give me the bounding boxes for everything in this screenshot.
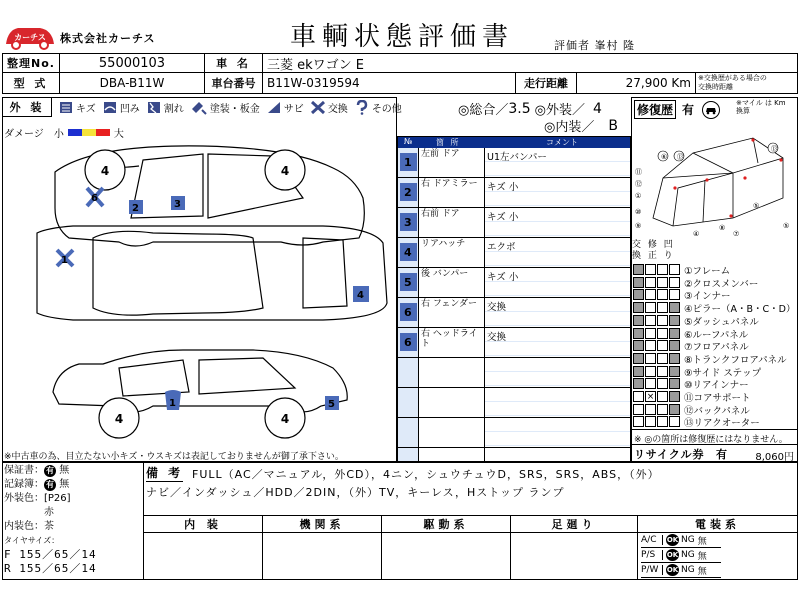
svg-text:⑪: ⑪ bbox=[635, 168, 642, 176]
repair-history-row: 修復歴 有 bbox=[634, 100, 720, 119]
damage-row-mark bbox=[398, 298, 419, 327]
record-book-row: 記録簿： 有 無 bbox=[4, 479, 70, 490]
score-overall-row: ◎総合／ 3.5 ◎外装／ 4 bbox=[458, 100, 602, 118]
legend-dent: 凹み bbox=[102, 100, 140, 115]
tire-number-rear-left: 4 bbox=[280, 412, 290, 426]
parts-grid-cell bbox=[669, 340, 680, 351]
exterior-score: 4 bbox=[592, 100, 602, 117]
damage-mark-rear-bumper bbox=[325, 396, 339, 410]
parts-item-label: ⑪コアサポート bbox=[684, 393, 751, 404]
other-icon bbox=[354, 100, 370, 115]
parts-grid-cell bbox=[657, 378, 668, 389]
parts-grid-cell bbox=[633, 302, 644, 313]
parts-grid-cell bbox=[645, 353, 656, 364]
svg-text:5: 5 bbox=[404, 276, 412, 289]
parts-grid-cell bbox=[669, 328, 680, 339]
svg-text:4: 4 bbox=[357, 290, 364, 301]
svg-text:1: 1 bbox=[404, 156, 412, 169]
parts-grid-cell bbox=[645, 264, 656, 275]
damage-row-comment: 交換 bbox=[485, 328, 630, 357]
car-icon bbox=[705, 105, 717, 115]
color-small bbox=[68, 129, 82, 136]
svg-text:⑥: ⑥ bbox=[661, 153, 668, 161]
damage-row-icon bbox=[399, 152, 418, 172]
electrical-row-label: P/W bbox=[641, 565, 663, 575]
svg-text:3: 3 bbox=[174, 199, 181, 210]
parts-grid-cell bbox=[657, 391, 668, 402]
exterior-color-row: 外装色：[P26] bbox=[4, 493, 71, 504]
damage-row-location: 左前 ドア bbox=[419, 148, 485, 177]
svg-text:⑬: ⑬ bbox=[771, 145, 778, 153]
repair-mileage-note: ※マイル は Km 換算 bbox=[736, 99, 786, 115]
tire-size-front: F 155／65／14 bbox=[4, 548, 97, 561]
svg-text:2: 2 bbox=[132, 203, 139, 214]
frame-diagram bbox=[633, 118, 797, 240]
parts-grid-cell bbox=[669, 391, 680, 402]
engine-head: 機関系 bbox=[262, 515, 382, 533]
damage-row-comment: キズ 小 bbox=[485, 178, 630, 207]
damage-row-mark bbox=[398, 328, 419, 357]
parts-grid-cell bbox=[669, 264, 680, 275]
parts-grid-cell bbox=[645, 328, 656, 339]
damage-legend bbox=[58, 100, 408, 115]
seiri-label: 整理No. bbox=[2, 53, 60, 73]
parts-grid-cell bbox=[645, 366, 656, 377]
svg-text:④: ④ bbox=[693, 230, 700, 238]
damage-row-comment: キズ 小 bbox=[485, 208, 630, 237]
drive-body bbox=[381, 533, 511, 580]
parts-grid-cell bbox=[669, 302, 680, 313]
parts-grid-cell bbox=[657, 289, 668, 300]
parts-grid-cell bbox=[645, 340, 656, 351]
damage-table-row bbox=[398, 268, 630, 298]
damage-scale: ダメージ 小 大 bbox=[4, 129, 124, 140]
parts-col-head: 交 修 凹 換 正 り bbox=[632, 240, 675, 261]
damage-row-mark bbox=[398, 238, 419, 267]
damage-table-row bbox=[398, 328, 630, 358]
legend-replace: 交換 bbox=[310, 100, 348, 115]
damage-colorbar bbox=[68, 129, 110, 136]
recycle-value: 有 bbox=[716, 448, 727, 461]
parts-grid-cell bbox=[633, 416, 644, 427]
tire-size-rear: R 155／65／14 bbox=[4, 562, 97, 575]
parts-item-label: ⑨サイド ステップ bbox=[684, 367, 762, 379]
mileage-value: 27,900 Km bbox=[576, 72, 696, 94]
name-label: 車 名 bbox=[204, 53, 263, 73]
damage-row-mark bbox=[398, 178, 419, 207]
parts-grid-cell bbox=[645, 315, 656, 326]
parts-grid-cell bbox=[633, 277, 644, 288]
parts-grid-cell bbox=[669, 404, 680, 415]
damage-row-location: 右 フェンダー bbox=[419, 298, 485, 327]
parts-grid-cell bbox=[645, 416, 656, 427]
parts-item-label: ④ピラー（A・B・C・D） bbox=[684, 304, 796, 316]
crack-icon bbox=[146, 100, 162, 115]
parts-grid-cell bbox=[669, 366, 680, 377]
damage-table-header: № 箇 所 コメント bbox=[398, 137, 630, 148]
type-value: DBA-B11W bbox=[59, 72, 205, 94]
suspension-body bbox=[510, 533, 638, 580]
damage-mark-door bbox=[171, 196, 185, 210]
svg-text:⑤: ⑤ bbox=[753, 202, 760, 210]
damage-table-empty-row bbox=[398, 388, 630, 418]
damage-table-row bbox=[398, 298, 630, 328]
parts-grid-cell bbox=[657, 277, 668, 288]
damage-row-location: リアハッチ bbox=[419, 238, 485, 267]
evaluator-name: 評価者 峯村 隆 bbox=[554, 39, 635, 52]
parts-item-label: ③インナー bbox=[684, 291, 731, 303]
parts-item-label: ⑧トランクフロアパネル bbox=[684, 354, 787, 366]
mileage-note: ※交換歴がある場合の 交換時距離 bbox=[695, 72, 798, 94]
parts-grid-cell bbox=[633, 353, 644, 364]
damage-row-location: 右 ドアミラー bbox=[419, 178, 485, 207]
parts-grid-cell bbox=[657, 416, 668, 427]
parts-grid-cell bbox=[669, 416, 680, 427]
exterior-color-name: 赤 bbox=[44, 507, 54, 518]
electrical-row-none: 無 bbox=[697, 536, 707, 547]
damage-row-icon bbox=[399, 182, 418, 202]
svg-text:⑨: ⑨ bbox=[635, 222, 642, 230]
color-mid bbox=[82, 129, 96, 136]
inspection-icon bbox=[702, 101, 720, 119]
remarks-label: 備 考 bbox=[146, 466, 184, 480]
chassis-value: B11W-0319594 bbox=[262, 72, 516, 94]
parts-grid-cell bbox=[633, 328, 644, 339]
electrical-row-ok: OK bbox=[666, 536, 679, 544]
warranty-row: 保証書： 有 無 bbox=[4, 465, 70, 476]
damage-mark-left-door bbox=[165, 390, 181, 410]
damage-mark-front-bumper bbox=[57, 250, 73, 266]
svg-text:⑦: ⑦ bbox=[733, 230, 740, 238]
damage-mark-mirror bbox=[129, 200, 143, 214]
damage-row-location: 右 ヘッドライト bbox=[419, 328, 485, 357]
parts-grid-cell bbox=[633, 404, 644, 415]
cert-info bbox=[4, 464, 97, 576]
svg-text:⑧: ⑧ bbox=[719, 224, 726, 232]
parts-item-label: ⑤ダッシュパネル bbox=[684, 316, 759, 328]
damage-row-icon bbox=[399, 212, 418, 232]
svg-text:4: 4 bbox=[404, 246, 412, 259]
electrical-row bbox=[641, 563, 721, 578]
svg-text:⑫: ⑫ bbox=[635, 180, 642, 188]
dent-icon bbox=[102, 100, 118, 115]
tire-number-front-left: 4 bbox=[114, 412, 124, 426]
svg-text:6: 6 bbox=[91, 193, 98, 204]
color-large bbox=[96, 129, 110, 136]
damage-table-row bbox=[398, 178, 630, 208]
parts-item-label: ⑬リアクオーター bbox=[684, 418, 760, 430]
svg-text:①: ① bbox=[635, 192, 642, 200]
parts-grid-cell bbox=[657, 353, 668, 364]
parts-note: ※ ◎の箇所は修復歴にはなりません。 bbox=[634, 435, 788, 445]
svg-text:5: 5 bbox=[328, 399, 335, 410]
svg-text:⑬: ⑬ bbox=[677, 153, 684, 161]
electrical-row-ok: OK bbox=[666, 566, 679, 574]
diagram-footnote: ※中古車の為、目立たない小キズ・ウスキズは表記しておりませんが御了承下さい。 bbox=[4, 452, 344, 462]
suspension-head: 足廻り bbox=[510, 515, 638, 533]
parts-item-label: ①フレーム bbox=[684, 266, 731, 277]
parts-grid-cell bbox=[669, 289, 680, 300]
exterior-label: 外 装 bbox=[2, 97, 52, 117]
parts-grid-cell bbox=[645, 404, 656, 415]
damage-row-comment: U1左バンパー bbox=[485, 148, 630, 177]
parts-grid-cell bbox=[657, 404, 668, 415]
damage-table-empty-row bbox=[398, 418, 630, 448]
svg-text:⑩: ⑩ bbox=[635, 208, 642, 216]
parts-grid-cell bbox=[657, 340, 668, 351]
logo-text: カーチス bbox=[14, 33, 46, 42]
svg-text:1: 1 bbox=[169, 398, 176, 409]
parts-grid-cell bbox=[657, 302, 668, 313]
rust-icon bbox=[266, 100, 282, 115]
interior-color-row: 内装色：茶 bbox=[4, 521, 54, 532]
damage-row-comment: キズ 小 bbox=[485, 268, 630, 297]
recycle-row: リサイクル券 有 8,060円 bbox=[632, 444, 798, 462]
legend-crack: 割れ bbox=[146, 100, 184, 115]
tire-number-rear-right: 4 bbox=[280, 164, 290, 178]
parts-grid-cell bbox=[645, 378, 656, 389]
svg-text:1: 1 bbox=[61, 255, 68, 266]
parts-item-label: ⑫バックパネル bbox=[684, 405, 750, 417]
mileage-label: 走行距離 bbox=[515, 72, 577, 94]
type-label: 型 式 bbox=[2, 72, 60, 94]
engine-body bbox=[262, 533, 382, 580]
drive-head: 駆動系 bbox=[381, 515, 511, 533]
svg-text:3: 3 bbox=[404, 216, 412, 229]
svg-text:2: 2 bbox=[404, 186, 412, 199]
tire-number-front-right: 4 bbox=[100, 164, 110, 178]
parts-grid-cell bbox=[657, 328, 668, 339]
damage-row-location: 後 バンパー bbox=[419, 268, 485, 297]
tire-size-label: タイヤサイズ： bbox=[4, 536, 60, 545]
remarks-line-1: FULL（AC／マニュアル，外CD），4ニン，シュウチュウD，SRS，SRS，ABS，（外） bbox=[192, 468, 660, 481]
damage-row-icon bbox=[399, 302, 418, 322]
remarks-line-2: ナビ／インダッシュ／HDD／2DIN，（外）TV，キーレス，Hストップ ランプ bbox=[146, 486, 565, 499]
parts-grid-cell bbox=[633, 378, 644, 389]
electrical-row-label: P/S bbox=[641, 550, 663, 560]
legend-other: その他 bbox=[354, 100, 402, 115]
parts-grid-cell bbox=[633, 366, 644, 377]
scratch-icon bbox=[58, 100, 74, 115]
parts-item-label: ⑥ルーフパネル bbox=[684, 329, 749, 341]
company-logo bbox=[4, 22, 56, 50]
interior-head: 内 装 bbox=[143, 515, 263, 533]
legend-paint: 塗装・板金 bbox=[190, 100, 260, 115]
parts-grid-cell bbox=[633, 264, 644, 275]
parts-grid-cell bbox=[633, 289, 644, 300]
damage-row-mark bbox=[398, 268, 419, 297]
electrical-head: 電装系 bbox=[637, 515, 798, 533]
interior-body bbox=[143, 533, 263, 580]
parts-grid-cell bbox=[633, 315, 644, 326]
damage-row-icon bbox=[399, 332, 418, 352]
parts-grid-cell bbox=[633, 391, 644, 402]
interior-score: B bbox=[608, 117, 618, 134]
damage-row-icon bbox=[399, 242, 418, 262]
electrical-row-none: 無 bbox=[697, 566, 707, 577]
electrical-row-ok: OK bbox=[666, 551, 679, 559]
damage-row-location: 右前 ドア bbox=[419, 208, 485, 237]
damage-row-mark bbox=[398, 208, 419, 237]
electrical-row bbox=[641, 533, 721, 548]
chassis-label: 車台番号 bbox=[204, 72, 263, 94]
parts-grid-cell bbox=[669, 378, 680, 389]
damage-table-row bbox=[398, 238, 630, 268]
parts-grid-cell bbox=[657, 315, 668, 326]
parts-grid-cell bbox=[645, 289, 656, 300]
electrical-row-label: A/C bbox=[641, 535, 663, 545]
parts-grid-cell bbox=[669, 277, 680, 288]
document-title: 車輌状態評価書 bbox=[290, 22, 515, 52]
legend-rust: サビ bbox=[266, 100, 304, 115]
core-support-mark: × bbox=[646, 391, 655, 402]
seiri-value: 55000103 bbox=[59, 53, 205, 73]
company-name: 株式会社カーチス bbox=[60, 32, 156, 45]
overall-score: 3.5 bbox=[508, 100, 531, 117]
damage-row-icon bbox=[399, 272, 418, 292]
parts-grid-cell bbox=[669, 315, 680, 326]
damage-row-mark bbox=[398, 148, 419, 177]
paint-icon bbox=[190, 100, 208, 115]
damage-mark-fender bbox=[87, 188, 103, 206]
damage-table bbox=[397, 136, 631, 462]
electrical-row-ng: NG bbox=[681, 565, 695, 575]
score-interior-row: ◎内装／ B bbox=[544, 117, 618, 135]
electrical-row-none: 無 bbox=[697, 551, 707, 562]
legend-scratch: キズ bbox=[58, 100, 96, 115]
damage-table-empty-row bbox=[398, 358, 630, 388]
recycle-price: 8,060円 bbox=[755, 452, 794, 463]
damage-table-empty-row bbox=[398, 448, 630, 462]
damage-row-comment: 交換 bbox=[485, 298, 630, 327]
damage-table-row bbox=[398, 148, 630, 178]
name-value: 三菱 ekワゴン E bbox=[262, 53, 798, 73]
damage-table-row bbox=[398, 208, 630, 238]
parts-grid-cell bbox=[669, 353, 680, 364]
electrical-rows bbox=[641, 533, 721, 578]
damage-mark-rear-hatch bbox=[353, 286, 369, 302]
parts-item-label: ②クロスメンバー bbox=[684, 278, 759, 290]
damage-row-comment: エクボ bbox=[485, 238, 630, 267]
svg-text:⑤: ⑤ bbox=[783, 222, 790, 230]
electrical-row bbox=[641, 548, 721, 563]
electrical-row-ng: NG bbox=[681, 535, 695, 545]
replace-icon bbox=[310, 100, 326, 115]
repair-history-value: 有 bbox=[682, 103, 695, 117]
parts-grid-cell bbox=[645, 302, 656, 313]
svg-text:6: 6 bbox=[404, 306, 412, 319]
parts-grid-cell bbox=[657, 366, 668, 377]
car-diagram bbox=[3, 138, 395, 448]
parts-item-label: ⑦フロアパネル bbox=[684, 342, 749, 354]
parts-grid-cell bbox=[645, 277, 656, 288]
parts-item-label: ⑩リアインナー bbox=[684, 380, 749, 392]
electrical-row-ng: NG bbox=[681, 550, 695, 560]
svg-text:6: 6 bbox=[404, 336, 412, 349]
parts-grid-cell bbox=[657, 264, 668, 275]
parts-grid-cell bbox=[633, 340, 644, 351]
